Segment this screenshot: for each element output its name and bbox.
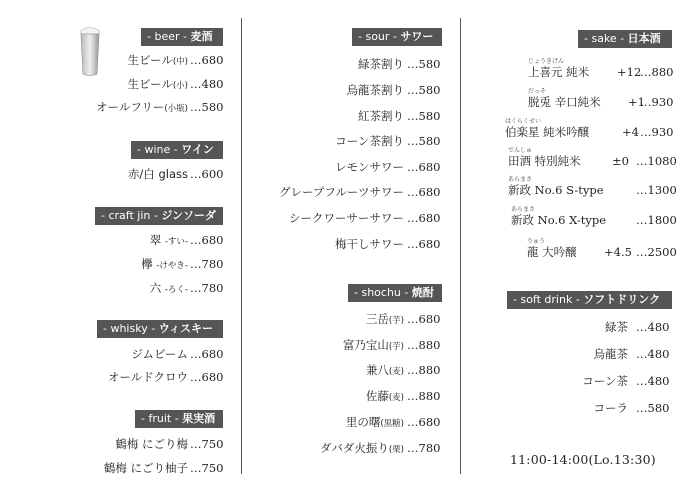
menu-item: シークワーサーサワー …680: [289, 211, 441, 225]
menu-item: 佐藤(麦) …880: [365, 389, 441, 403]
shochu-header: - shochu - 焼酎: [348, 284, 442, 302]
menu-item: グレープフルーツサワー …680: [278, 185, 441, 199]
menu-item: 翠 -すい- …680: [149, 233, 224, 247]
menu-item: ジムビーム …680: [131, 347, 224, 361]
menu-item: 赤/白 glass …600: [127, 167, 224, 181]
menu-item: 六 -ろく- …780: [149, 281, 224, 295]
menu-item: 緑茶割り …580: [358, 57, 441, 71]
menu-item: コーラ …580: [593, 401, 670, 415]
sour-header: - sour - サワー: [352, 28, 442, 46]
menu-item: オールドクロウ …680: [107, 370, 224, 384]
menu-item: 三岳(芋) …680: [365, 312, 441, 326]
wine-header: - wine - ワイン: [131, 141, 223, 159]
menu-item: 富乃宝山(芋) …880: [342, 338, 441, 352]
menu-item: 梅干しサワー …680: [335, 237, 441, 251]
business-hours: 11:00-14:00(Lo.13:30): [510, 452, 656, 467]
fruit-header: - fruit - 果実酒: [135, 410, 223, 428]
menu-item: オールフリー(小瓶) …580: [96, 100, 224, 114]
sake-header: - sake - 日本酒: [578, 30, 672, 48]
menu-item: コーン茶割り …580: [335, 134, 441, 148]
beer-header: - beer - 麦酒: [141, 28, 223, 46]
menu-item: レモンサワー …680: [335, 160, 441, 174]
menu-item: 鶴梅 にごり梅 …750: [115, 437, 224, 451]
menu-item: 烏龍茶割り …580: [346, 83, 441, 97]
menu-item: 生ビール(小) …480: [127, 77, 224, 91]
menu-item: 欅 -けやき- …780: [141, 257, 224, 271]
menu-item: 烏龍茶 …480: [593, 347, 670, 361]
soft-drink-header: - soft drink - ソフトドリンク: [507, 291, 672, 309]
menu-item: 緑茶 …480: [605, 320, 670, 334]
craft-jin-header: - craft jin - ジンソーダ: [95, 207, 223, 225]
menu-item: コーン茶 …480: [582, 374, 670, 388]
menu-item: 兼八(麦) …880: [365, 363, 441, 377]
menu-item: 紅茶割り …580: [358, 109, 441, 123]
column-divider-right: [460, 18, 461, 474]
menu-item: 鶴梅 にごり柚子 …750: [103, 461, 224, 475]
column-divider-left: [241, 18, 242, 474]
whisky-header: - whisky - ウィスキー: [97, 320, 223, 338]
menu-item: 里の曙(黒糖) …680: [345, 415, 441, 429]
menu-item: 生ビール(中) …680: [127, 53, 224, 67]
menu-item: ダバダ火振り(栗) …780: [319, 441, 441, 455]
